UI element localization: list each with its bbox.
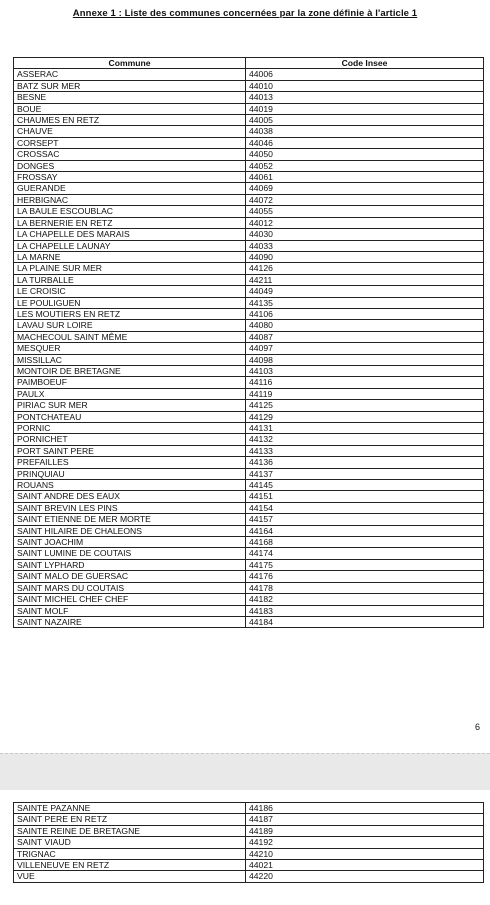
commune-cell: LA MARNE <box>14 251 246 262</box>
table-row <box>14 616 484 627</box>
commune-cell: BOUE <box>14 103 246 114</box>
code-insee-cell: 44052 <box>246 160 484 171</box>
table-row <box>14 837 484 848</box>
code-insee-cell: 44182 <box>246 594 484 605</box>
column-header-code-insee: Code Insee <box>246 58 484 69</box>
code-insee-cell: 44129 <box>246 411 484 422</box>
table-row <box>14 308 484 319</box>
code-insee-cell: 44021 <box>246 860 484 871</box>
code-insee-cell: 44072 <box>246 194 484 205</box>
commune-cell: PREFAILLES <box>14 457 246 468</box>
commune-cell: BATZ SUR MER <box>14 80 246 91</box>
commune-cell: SAINT MOLF <box>14 605 246 616</box>
commune-cell: PRINQUIAU <box>14 468 246 479</box>
table-row <box>14 160 484 171</box>
table-row <box>14 491 484 502</box>
commune-cell: CROSSAC <box>14 149 246 160</box>
table-row <box>14 423 484 434</box>
code-insee-cell: 44151 <box>246 491 484 502</box>
code-insee-cell: 44187 <box>246 814 484 825</box>
code-insee-cell: 44087 <box>246 331 484 342</box>
communes-table-continued <box>13 802 484 883</box>
commune-cell: SAINT LUMINE DE COUTAIS <box>14 548 246 559</box>
commune-cell: VUE <box>14 871 246 882</box>
table-row <box>14 502 484 513</box>
table-row <box>14 525 484 536</box>
table-row <box>14 115 484 126</box>
commune-cell: FROSSAY <box>14 172 246 183</box>
code-insee-cell: 44126 <box>246 263 484 274</box>
code-insee-cell: 44189 <box>246 825 484 836</box>
code-insee-cell: 44050 <box>246 149 484 160</box>
commune-cell: VILLENEUVE EN RETZ <box>14 860 246 871</box>
code-insee-cell: 44192 <box>246 837 484 848</box>
code-insee-cell: 44137 <box>246 468 484 479</box>
table-row <box>14 594 484 605</box>
commune-cell: SAINT ETIENNE DE MER MORTE <box>14 514 246 525</box>
code-insee-cell: 44061 <box>246 172 484 183</box>
commune-cell: PAIMBOEUF <box>14 377 246 388</box>
commune-cell: LE CROISIC <box>14 286 246 297</box>
code-insee-cell: 44210 <box>246 848 484 859</box>
commune-cell: PIRIAC SUR MER <box>14 400 246 411</box>
commune-cell: MACHECOUL SAINT MÊME <box>14 331 246 342</box>
commune-cell: PAULX <box>14 388 246 399</box>
table-row <box>14 297 484 308</box>
code-insee-cell: 44125 <box>246 400 484 411</box>
document-page-2 <box>0 790 490 905</box>
commune-cell: SAINT PERE EN RETZ <box>14 814 246 825</box>
commune-cell: CORSEPT <box>14 137 246 148</box>
code-insee-cell: 44157 <box>246 514 484 525</box>
commune-cell: SAINT HILAIRE DE CHALEONS <box>14 525 246 536</box>
commune-cell: LES MOUTIERS EN RETZ <box>14 308 246 319</box>
table-row <box>14 559 484 570</box>
code-insee-cell: 44176 <box>246 571 484 582</box>
code-insee-cell: 44178 <box>246 582 484 593</box>
commune-cell: SAINT MARS DU COUTAIS <box>14 582 246 593</box>
commune-cell: SAINT VIAUD <box>14 837 246 848</box>
commune-cell: LA BAULE ESCOUBLAC <box>14 206 246 217</box>
code-insee-cell: 44131 <box>246 423 484 434</box>
commune-cell: PORT SAINT PERE <box>14 445 246 456</box>
table-row <box>14 848 484 859</box>
communes-table <box>13 57 484 628</box>
code-insee-cell: 44136 <box>246 457 484 468</box>
commune-cell: MISSILLAC <box>14 354 246 365</box>
code-insee-cell: 44135 <box>246 297 484 308</box>
commune-cell: SAINT ANDRE DES EAUX <box>14 491 246 502</box>
page-title: Annexe 1 : Liste des communes concernées par la zone définie à l'article 1 <box>72 8 418 19</box>
commune-cell: ROUANS <box>14 480 246 491</box>
table-row <box>14 814 484 825</box>
table-row <box>14 434 484 445</box>
code-insee-cell: 44098 <box>246 354 484 365</box>
table-header-row <box>14 58 484 69</box>
code-insee-cell: 44080 <box>246 320 484 331</box>
code-insee-cell: 44186 <box>246 803 484 814</box>
code-insee-cell: 44033 <box>246 240 484 251</box>
code-insee-cell: 44132 <box>246 434 484 445</box>
table-row <box>14 400 484 411</box>
commune-cell: HERBIGNAC <box>14 194 246 205</box>
code-insee-cell: 44006 <box>246 69 484 80</box>
table-row <box>14 343 484 354</box>
table-row <box>14 388 484 399</box>
commune-cell: LA CHAPELLE LAUNAY <box>14 240 246 251</box>
table-row <box>14 126 484 137</box>
code-insee-cell: 44174 <box>246 548 484 559</box>
table-row <box>14 149 484 160</box>
code-insee-cell: 44133 <box>246 445 484 456</box>
code-insee-cell: 44145 <box>246 480 484 491</box>
code-insee-cell: 44012 <box>246 217 484 228</box>
table-row <box>14 217 484 228</box>
code-insee-cell: 44046 <box>246 137 484 148</box>
table-row <box>14 137 484 148</box>
commune-cell: LAVAU SUR LOIRE <box>14 320 246 331</box>
commune-cell: LA TURBALLE <box>14 274 246 285</box>
table-row <box>14 206 484 217</box>
commune-cell: GUERANDE <box>14 183 246 194</box>
table-row <box>14 445 484 456</box>
commune-cell: ASSERAC <box>14 69 246 80</box>
code-insee-cell: 44220 <box>246 871 484 882</box>
commune-cell: TRIGNAC <box>14 848 246 859</box>
table-row <box>14 69 484 80</box>
table-row <box>14 803 484 814</box>
table-row <box>14 240 484 251</box>
code-insee-cell: 44116 <box>246 377 484 388</box>
table-row <box>14 80 484 91</box>
table-row <box>14 571 484 582</box>
table-row <box>14 274 484 285</box>
table-row <box>14 251 484 262</box>
commune-cell: SAINT MICHEL CHEF CHEF <box>14 594 246 605</box>
table-row <box>14 468 484 479</box>
table-row <box>14 229 484 240</box>
code-insee-cell: 44168 <box>246 537 484 548</box>
code-insee-cell: 44119 <box>246 388 484 399</box>
code-insee-cell: 44010 <box>246 80 484 91</box>
commune-cell: MESQUER <box>14 343 246 354</box>
code-insee-cell: 44005 <box>246 115 484 126</box>
commune-cell: SAINT MALO DE GUERSAC <box>14 571 246 582</box>
table-body <box>14 69 484 628</box>
commune-cell: LE POULIGUEN <box>14 297 246 308</box>
commune-cell: PONTCHATEAU <box>14 411 246 422</box>
table-row <box>14 537 484 548</box>
table-row <box>14 331 484 342</box>
commune-cell: PORNIC <box>14 423 246 434</box>
commune-cell: PORNICHET <box>14 434 246 445</box>
code-insee-cell: 44175 <box>246 559 484 570</box>
table-row <box>14 354 484 365</box>
table-row <box>14 92 484 103</box>
table-row <box>14 480 484 491</box>
table-row <box>14 320 484 331</box>
commune-cell: DONGES <box>14 160 246 171</box>
code-insee-cell: 44069 <box>246 183 484 194</box>
code-insee-cell: 44049 <box>246 286 484 297</box>
table-row <box>14 605 484 616</box>
code-insee-cell: 44055 <box>246 206 484 217</box>
table-row <box>14 548 484 559</box>
code-insee-cell: 44090 <box>246 251 484 262</box>
table-row <box>14 377 484 388</box>
code-insee-cell: 44030 <box>246 229 484 240</box>
commune-cell: SAINTE PAZANNE <box>14 803 246 814</box>
table-row <box>14 103 484 114</box>
table-row <box>14 411 484 422</box>
table-row <box>14 825 484 836</box>
commune-cell: LA BERNERIE EN RETZ <box>14 217 246 228</box>
commune-cell: LA CHAPELLE DES MARAIS <box>14 229 246 240</box>
code-insee-cell: 44183 <box>246 605 484 616</box>
column-header-commune: Commune <box>14 58 246 69</box>
commune-cell: SAINTE REINE DE BRETAGNE <box>14 825 246 836</box>
table-row <box>14 286 484 297</box>
code-insee-cell: 44103 <box>246 365 484 376</box>
table-row <box>14 194 484 205</box>
table-row <box>14 514 484 525</box>
commune-cell: CHAUMES EN RETZ <box>14 115 246 126</box>
page-number: 6 <box>474 722 480 732</box>
table-row <box>14 582 484 593</box>
code-insee-cell: 44154 <box>246 502 484 513</box>
code-insee-cell: 44164 <box>246 525 484 536</box>
commune-cell: MONTOIR DE BRETAGNE <box>14 365 246 376</box>
table-row <box>14 365 484 376</box>
commune-cell: BESNE <box>14 92 246 103</box>
table-row <box>14 183 484 194</box>
table-row <box>14 860 484 871</box>
code-insee-cell: 44019 <box>246 103 484 114</box>
table-row <box>14 457 484 468</box>
code-insee-cell: 44184 <box>246 616 484 627</box>
commune-cell: SAINT BREVIN LES PINS <box>14 502 246 513</box>
commune-cell: CHAUVE <box>14 126 246 137</box>
code-insee-cell: 44106 <box>246 308 484 319</box>
table-row <box>14 263 484 274</box>
commune-cell: LA PLAINE SUR MER <box>14 263 246 274</box>
code-insee-cell: 44038 <box>246 126 484 137</box>
table-row <box>14 871 484 882</box>
code-insee-cell: 44097 <box>246 343 484 354</box>
code-insee-cell: 44013 <box>246 92 484 103</box>
code-insee-cell: 44211 <box>246 274 484 285</box>
commune-cell: SAINT NAZAIRE <box>14 616 246 627</box>
commune-cell: SAINT JOACHIM <box>14 537 246 548</box>
commune-cell: SAINT LYPHARD <box>14 559 246 570</box>
table-body <box>14 803 484 883</box>
page-separator <box>0 753 490 791</box>
table-row <box>14 172 484 183</box>
